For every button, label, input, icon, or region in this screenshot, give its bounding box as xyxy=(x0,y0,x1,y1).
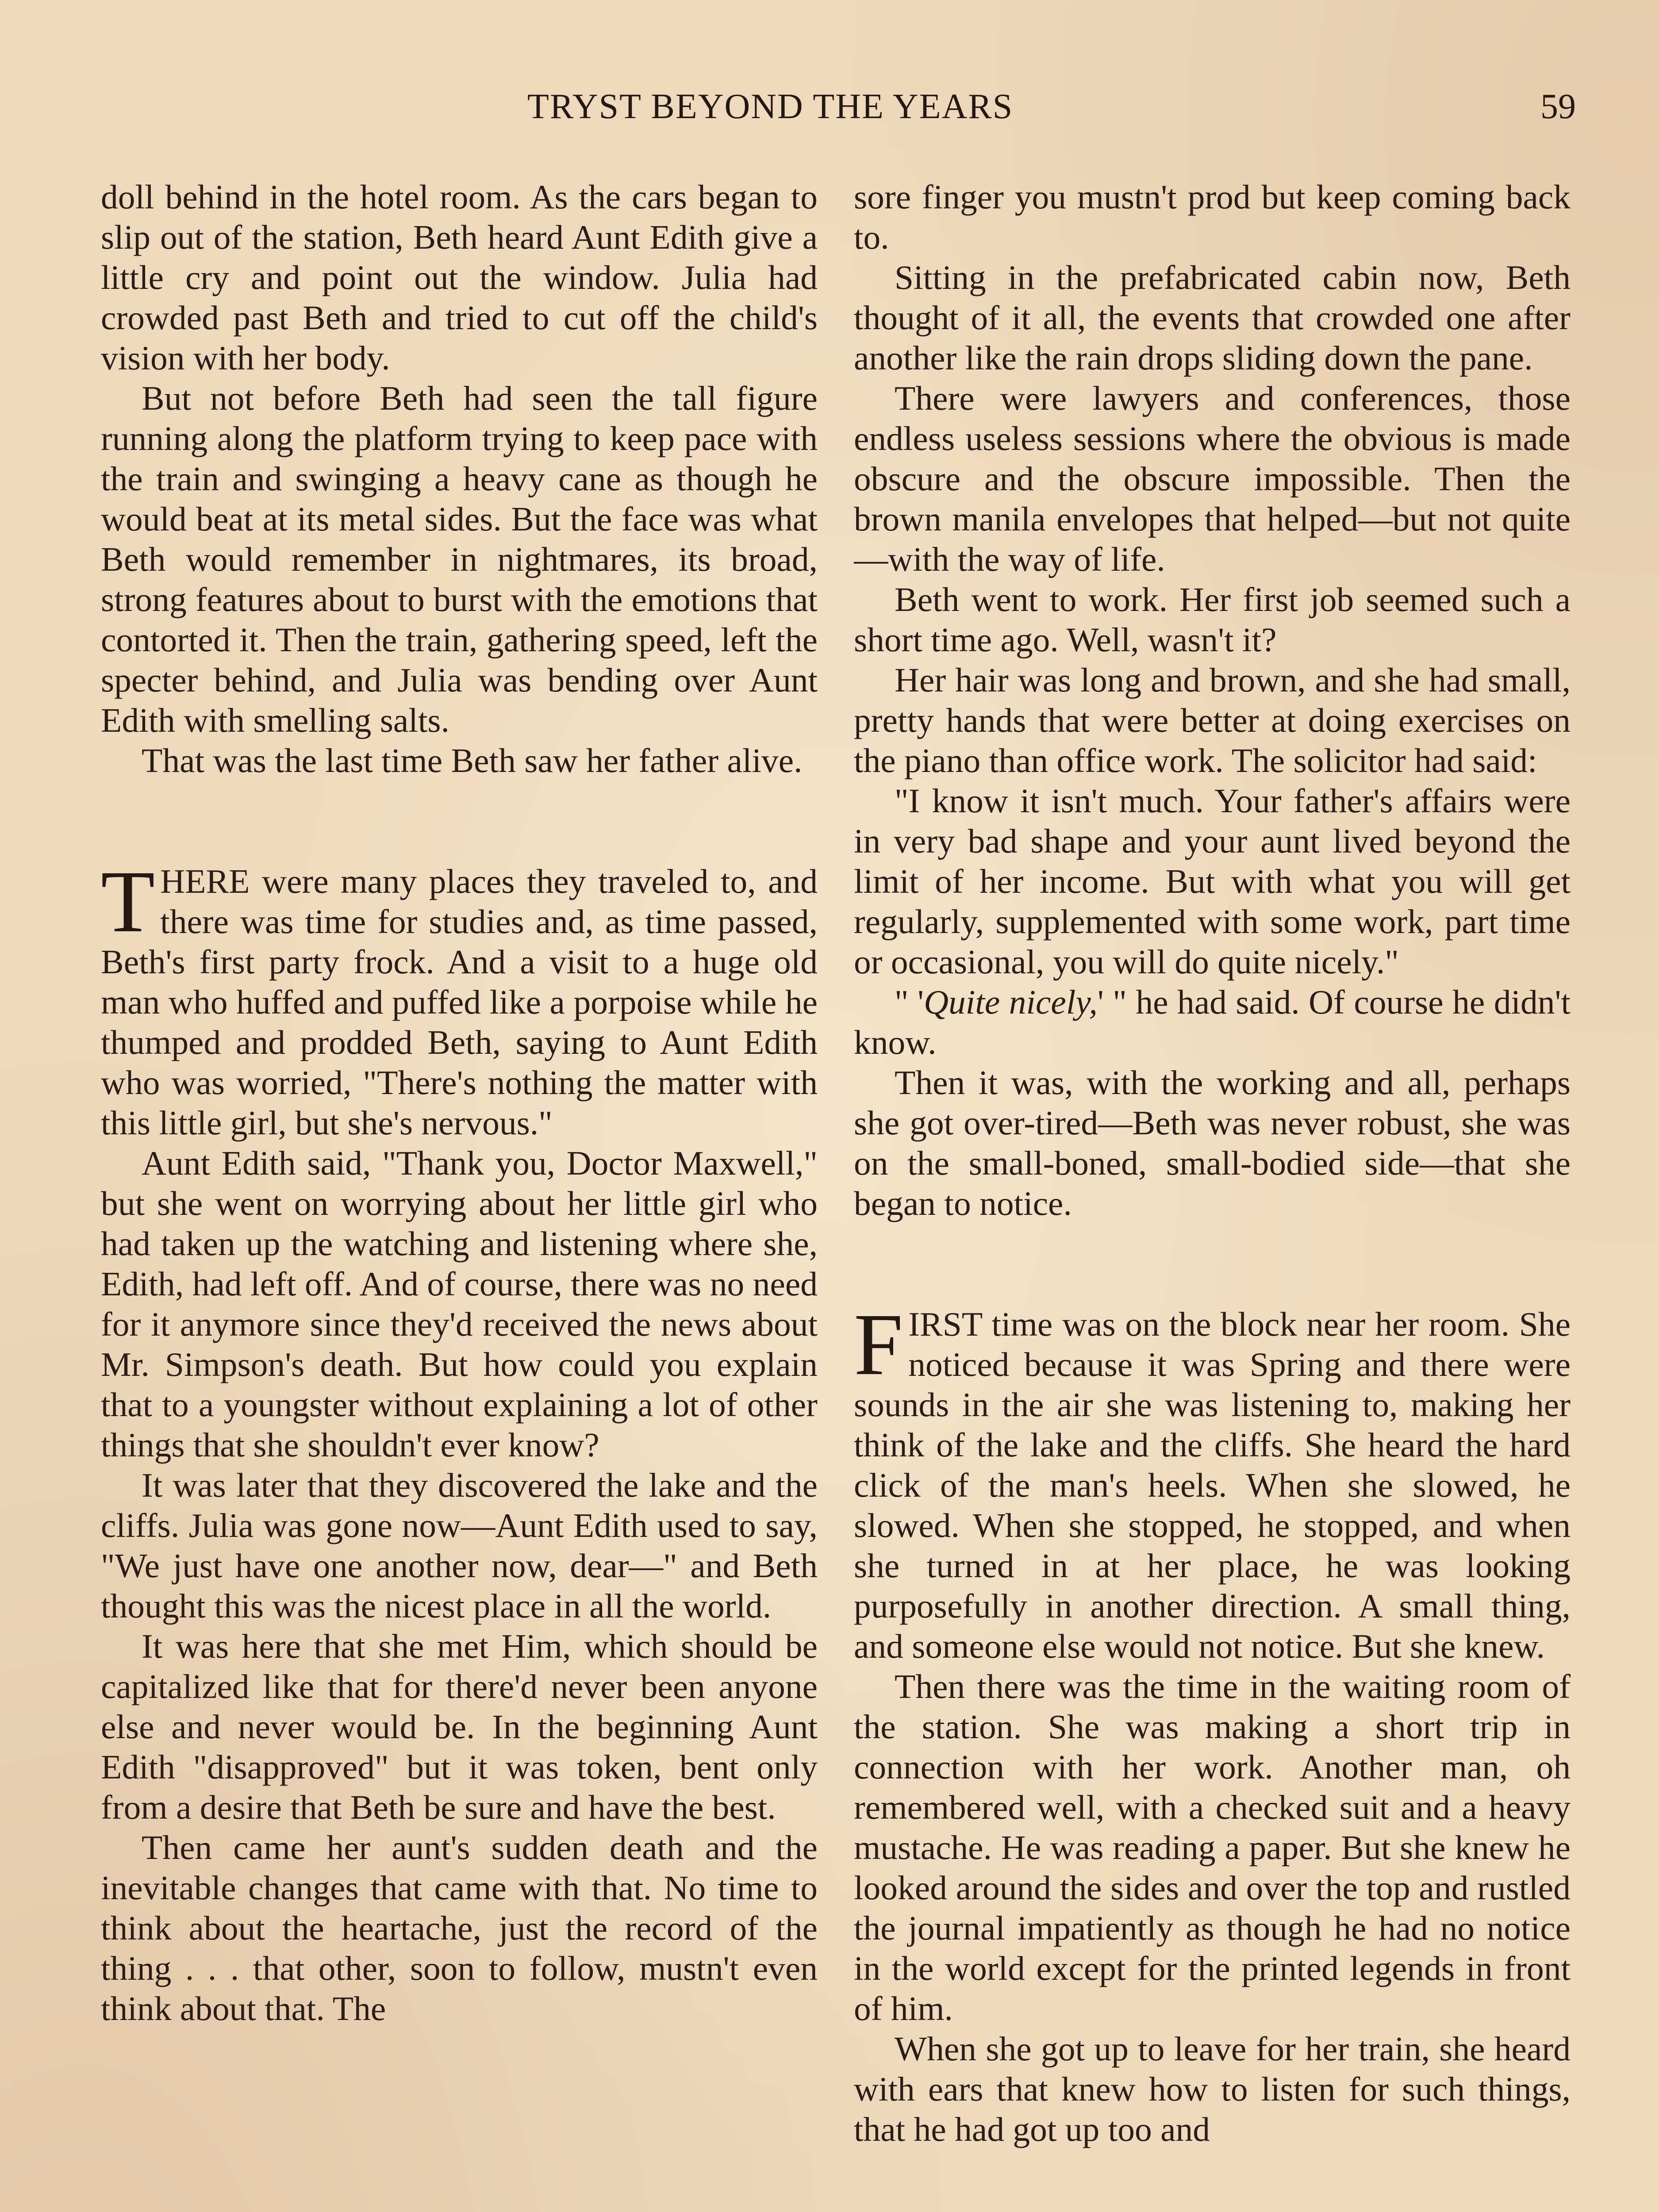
quote-open: " ' xyxy=(895,983,924,1021)
page-number: 59 xyxy=(1540,87,1576,126)
drop-cap: T xyxy=(101,853,155,951)
section-break xyxy=(854,1224,1571,1304)
left-column xyxy=(101,177,818,2212)
drop-cap: F xyxy=(854,1296,903,1394)
section-break xyxy=(101,781,818,861)
paragraph: Her hair was long and brown, and she had small, pretty hands that were better at doing exercises on the piano than office work. The solicitor had said: xyxy=(854,661,1571,780)
paragraph: When she got up to leave for her train, she heard with ears that knew how to listen for such things, that he had got up too and xyxy=(854,2030,1571,2148)
paragraph: Sitting in the prefabricated cabin now, Beth thought of it all, the events that crowded one after another like the rain drops sliding down the pane. xyxy=(854,258,1571,377)
right-column xyxy=(854,177,1571,2212)
paragraph: It was here that she met Him, which should be capitalized like that for there'd never been anyone else and never would be. In the beginning Aunt Edith "disapproved" but it was token, bent only from a desire that Beth be sure and have the best. xyxy=(101,1627,818,1826)
paragraph: Aunt Edith said, "Thank you, Doctor Maxwell," but she went on worrying about her little girl who had taken up the watching and listening where she, Edith, had left off. And of course, there was no need for it anymore since they'd received the news about Mr. Simpson's death. But how could you explain that to a youngster without explaining a lot of other things that she shouldn't ever know? xyxy=(101,1144,818,1464)
paragraph xyxy=(854,982,1571,1063)
paragraph: doll behind in the hotel room. As the cars began to slip out of the station, Beth heard Aunt Edith give a little cry and point out the window. Julia had crowded past Beth and tried to cut off the child's vision with her body. xyxy=(101,178,818,377)
section-opening-paragraph xyxy=(101,853,818,1143)
paragraph: Beth went to work. Her first job seemed such a short time ago. Well, wasn't it? xyxy=(854,580,1571,659)
paragraph: That was the last time Beth saw her father alive. xyxy=(142,741,803,780)
paragraph: It was later that they discovered the lake and the cliffs. Julia was gone now—Aunt Edith used to say, "We just have one another now, dear—" and Beth thought this was the nicest place in all the world. xyxy=(101,1466,818,1625)
section-opening-paragraph xyxy=(854,1296,1571,1667)
paragraph: "I know it isn't much. Your father's affairs were in very bad shape and your aunt lived beyond the limit of her income. But with what you will get regularly, supplemented with some work, part time or occasional, you will do quite nicely." xyxy=(854,782,1571,981)
paragraph: But not before Beth had seen the tall figure running along the platform trying to keep pace with the train and swinging a heavy cane as though he would beat at its metal sides. But the face was what Beth would remember in nightmares, its broad, strong features about to burst with the emotions that contorted it. Then the train, gathering speed, left the specter behind, and Julia was bending over Aunt Edith with smelling salts. xyxy=(101,379,818,739)
running-title: TRYST BEYOND THE YEARS xyxy=(527,87,1014,126)
paragraph-text: IRST time was on the block near her room. She noticed because it was Spring and there were sounds in the air she was listening to, making her think of the lake and the cliffs. She heard the hard click of the man's heels. When she slowed, he slowed. When she stopped, he stopped, and when she turned in at her place, he was looking purposefully in another direction. A small thing, and someone else would not notice. But she knew. xyxy=(854,1305,1571,1665)
paragraph-text: HERE were many places they traveled to, and there was time for studies and, as time passed, Beth's first party frock. And a visit to a huge old man who huffed and puffed like a porpoise while he thumped and prodded Beth, saying to Aunt Edith who was worried, "There's nothing the matter with this little girl, but she's nervous." xyxy=(101,862,818,1142)
paragraph: Then it was, with the working and all, perhaps she got over-tired—Beth was never robust, she was on the small-boned, small-bodied side—that she began to notice. xyxy=(854,1064,1571,1222)
paragraph: sore finger you mustn't prod but keep coming back to. xyxy=(854,178,1571,256)
italic-phrase: Quite nicely, xyxy=(924,983,1098,1021)
paragraph: Then there was the time in the waiting room of the station. She was making a short trip in connection with her work. Another man, oh remembered well, with a checked suit and a heavy mustache. He was reading a paper. But she knew he looked around the sides and over the top and rustled the journal impatiently as though he had no notice in the world except for the printed legends in front of him. xyxy=(854,1667,1571,2028)
paragraph: There were lawyers and conferences, those endless useless sessions where the obvious is made obscure and the obscure impossible. Then the brown manila envelopes that helped—but not quite—with the way of life. xyxy=(854,379,1571,578)
paragraph-text: ' " he had said. Of course he didn't know. xyxy=(854,983,1571,1061)
paragraph: Then came her aunt's sudden death and the inevitable changes that came with that. No time to think about the heartache, just the record of the thing . . . that other, soon to follow, mustn't even think about that. The xyxy=(101,1828,818,2028)
